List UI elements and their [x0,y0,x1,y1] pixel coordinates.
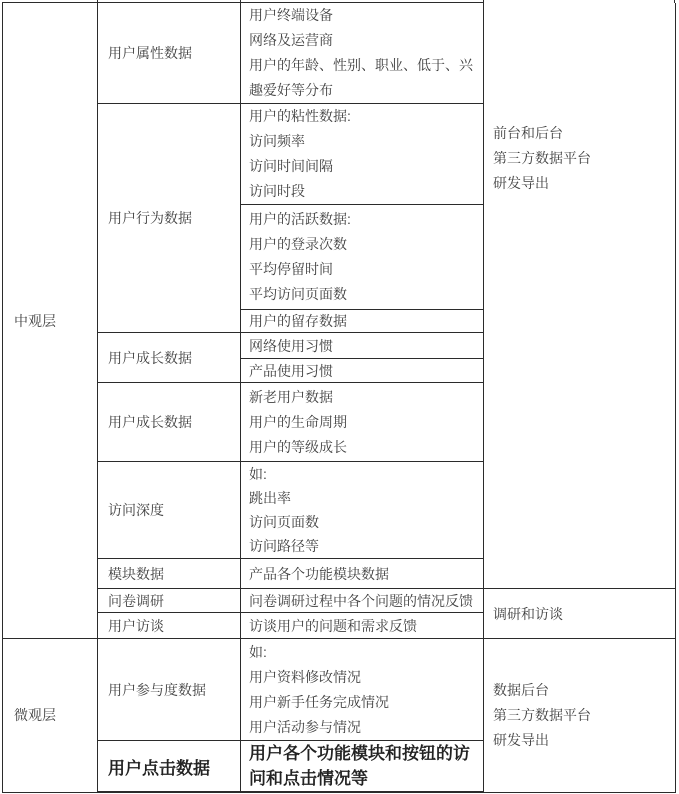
source-cell [484,3,676,589]
detail-line: 跳出率 [249,490,291,506]
source-line: 调研和访谈 [493,605,563,622]
detail-line: 用户活动参与情况 [249,718,361,735]
source-cell [484,639,676,793]
source-cell [484,589,676,639]
category-cell: 用户成长数据 [98,333,241,383]
detail-line: 产品各个功能模块数据 [249,565,389,582]
detail-line: 访谈用户的问题和需求反馈 [249,617,417,634]
detail-line: 网络及运营商 [249,32,333,48]
details-cell [241,3,484,104]
category-cell: 用户属性数据 [98,3,241,104]
detail-line: 产品使用习惯 [249,362,333,379]
details-cell [241,613,484,639]
detail-line: 用户的留存数据 [249,313,347,329]
detail-line: 用户的等级成长 [249,438,347,455]
category-cell: 问卷调研 [98,589,241,613]
source-line: 前台和后台 [493,124,563,141]
details-cell [241,333,484,359]
detail-line: 用户的生命周期 [249,413,347,430]
detail-line: 如: [249,643,267,660]
detail-line: 访问时段 [249,183,305,199]
details-cell [241,359,484,383]
detail-line: 平均访问页面数 [249,286,347,302]
detail-line: 用户的年龄、性别、职业、低于、兴趣爱好等分布 [249,57,473,98]
detail-line: 用户的活跃数据: [249,211,351,227]
source-line: 研发导出 [493,731,549,748]
detail-line: 访问时间间隔 [249,158,333,174]
category-cell: 用户点击数据 [98,741,241,793]
detail-line: 访问路径等 [249,538,319,554]
detail-line: 如: [249,466,267,482]
detail-line: 用户的登录次数 [249,236,347,252]
detail-line: 用户终端设备 [249,7,333,23]
layer-cell-micro: 微观层 [3,639,98,793]
detail-line: 用户各个功能模块和按钮的访问和点击情况等 [249,744,470,788]
details-cell [241,383,484,462]
details-cell [241,639,484,741]
detail-line: 网络使用习惯 [249,337,333,354]
data-layers-table [2,2,676,793]
detail-line: 新老用户数据 [249,388,333,405]
layer-cell-mid: 中观层 [3,3,98,639]
category-cell: 用户成长数据 [98,383,241,462]
category-cell: 用户访谈 [98,613,241,639]
details-cell [241,559,484,589]
detail-line: 访问频率 [249,133,305,149]
category-cell: 用户行为数据 [98,104,241,333]
detail-line: 用户资料修改情况 [249,668,361,685]
details-cell [241,462,484,559]
category-cell: 用户参与度数据 [98,639,241,741]
details-cell [241,205,484,310]
detail-line: 访问页面数 [249,514,319,530]
detail-line: 用户新手任务完成情况 [249,693,389,710]
details-cell [241,104,484,205]
source-line: 第三方数据平台 [493,706,591,723]
detail-line: 平均停留时间 [249,261,333,277]
detail-line: 用户的粘性数据: [249,108,351,124]
source-line: 研发导出 [493,174,549,191]
source-line: 第三方数据平台 [493,149,591,166]
category-cell: 模块数据 [98,559,241,589]
category-cell: 访问深度 [98,462,241,559]
details-cell [241,310,484,333]
detail-line: 问卷调研过程中各个问题的情况反馈 [249,592,473,609]
details-cell [241,589,484,613]
source-line: 数据后台 [493,681,549,698]
details-cell [241,741,484,793]
